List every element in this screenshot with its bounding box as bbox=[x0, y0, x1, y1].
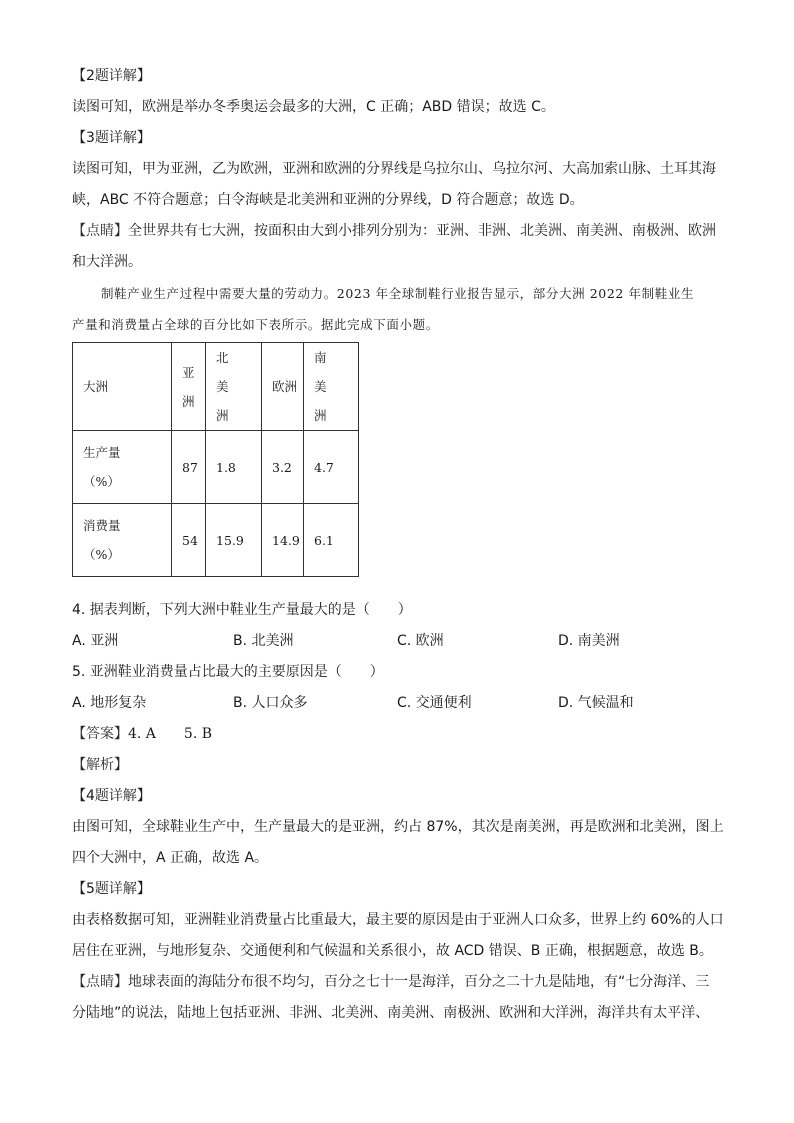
q4-option-a: A. 亚洲 bbox=[72, 633, 119, 649]
q4-option-b: B. 北美洲 bbox=[233, 633, 294, 649]
q5-option-d: D. 气候温和 bbox=[558, 695, 634, 711]
row-label-production: 生产量 （%） bbox=[73, 431, 172, 504]
q5-explanation-line1: 由表格数据可知，亚洲鞋业消费量占比重最大，最主要的原因是由于亚洲人口众多，世界上约 60%的人口 bbox=[72, 912, 724, 928]
q5-explanation-line2: 居住在亚洲，与地形复杂、交通便利和气候温和关系很小，故 ACD 错误、B 正确，根据题意，故选 B。 bbox=[72, 943, 713, 959]
q4-explanation-line2: 四个大洲中，A 正确，故选 A。 bbox=[72, 850, 269, 866]
q4-explanation-line1: 由图可知，全球鞋业生产中，生产量最大的是亚洲，约占 87%，其次是南美洲，再是欧洲和北美洲，图上 bbox=[72, 819, 724, 835]
cell-production-north-america: 1.8 bbox=[206, 431, 262, 504]
cell-production-south-america: 4.7 bbox=[304, 431, 359, 504]
q3-explanation-line2: 峡，ABC 不符合题意；白令海峡是北美洲和亚洲的分界线，D 符合题意；故选 D。 bbox=[72, 192, 584, 208]
analysis-tag: 【解析】 bbox=[72, 757, 128, 773]
row-label-consumption: 消费量 （%） bbox=[73, 504, 172, 577]
tip-tag: 【点睛】 bbox=[72, 223, 128, 239]
question-4-stem: 4. 据表判断，下列大洲中鞋业生产量最大的是（ ） bbox=[72, 602, 412, 618]
tip-text: 全世界共有七大洲，按面积由大到小排列分别为：亚洲、非洲、北美洲、南美洲、南极洲、欧洲 bbox=[128, 223, 716, 239]
intro-line2: 产量和消费量占全球的百分比如下表所示。据此完成下面小题。 bbox=[72, 317, 439, 332]
q4-option-c: C. 欧洲 bbox=[397, 633, 444, 649]
answer-line bbox=[72, 724, 212, 744]
tip-line2: 和大洋洲。 bbox=[72, 254, 142, 270]
q5-option-c: C. 交通便利 bbox=[397, 695, 472, 711]
cell-consumption-asia: 54 bbox=[172, 504, 206, 577]
answer-text: 4. A 5. B bbox=[128, 726, 213, 742]
header-north-america: 北美洲 bbox=[206, 343, 262, 431]
tip-line1 bbox=[72, 221, 716, 241]
cell-consumption-europe: 14.9 bbox=[262, 504, 304, 577]
cell-consumption-north-america: 15.9 bbox=[206, 504, 262, 577]
q5-option-a: A. 地形复杂 bbox=[72, 695, 147, 711]
header-europe: 欧洲 bbox=[262, 343, 304, 431]
tip2-line1 bbox=[72, 972, 709, 992]
tip2-tag: 【点睛】 bbox=[72, 974, 128, 990]
cell-consumption-south-america: 6.1 bbox=[304, 504, 359, 577]
tip2-text: 地球表面的海陆分布很不均匀，百分之七十一是海洋，百分之二十九是陆地，有“七分海洋、三 bbox=[128, 974, 710, 990]
q4-option-d: D. 南美洲 bbox=[558, 633, 620, 649]
header-south-america: 南美洲 bbox=[304, 343, 359, 431]
shoe-industry-table bbox=[72, 342, 359, 577]
table-header-row bbox=[73, 343, 359, 431]
heading-q3-detail: 【3题详解】 bbox=[72, 130, 151, 146]
q2-explanation: 读图可知，欧洲是举办冬季奥运会最多的大洲，C 正确；ABD 错误；故选 C。 bbox=[72, 99, 555, 115]
table-row-consumption bbox=[73, 504, 359, 577]
heading-q5-detail: 【5题详解】 bbox=[72, 881, 151, 897]
q3-explanation-line1: 读图可知，甲为亚洲，乙为欧洲，亚洲和欧洲的分界线是乌拉尔山、乌拉尔河、大高加索山脉、土耳其海 bbox=[72, 161, 716, 177]
cell-production-europe: 3.2 bbox=[262, 431, 304, 504]
heading-q2-detail: 【2题详解】 bbox=[72, 68, 151, 84]
cell-production-asia: 87 bbox=[172, 431, 206, 504]
q5-option-b: B. 人口众多 bbox=[233, 695, 308, 711]
heading-q4-detail: 【4题详解】 bbox=[72, 788, 151, 804]
header-continent: 大洲 bbox=[73, 343, 172, 431]
answer-tag: 【答案】 bbox=[72, 726, 128, 742]
header-asia: 亚洲 bbox=[172, 343, 206, 431]
intro-line1: 制鞋产业生产过程中需要大量的劳动力。2023 年全球制鞋行业报告显示，部分大洲 2022 年制鞋业生 bbox=[101, 286, 695, 301]
tip2-line2: 分陆地”的说法，陆地上包括亚洲、非洲、北美洲、南美洲、南极洲、欧洲和大洋洲，海洋共有太平洋、 bbox=[72, 1005, 710, 1021]
question-5-stem: 5. 亚洲鞋业消费量占比最大的主要原因是（ ） bbox=[72, 664, 384, 680]
table-row-production bbox=[73, 431, 359, 504]
